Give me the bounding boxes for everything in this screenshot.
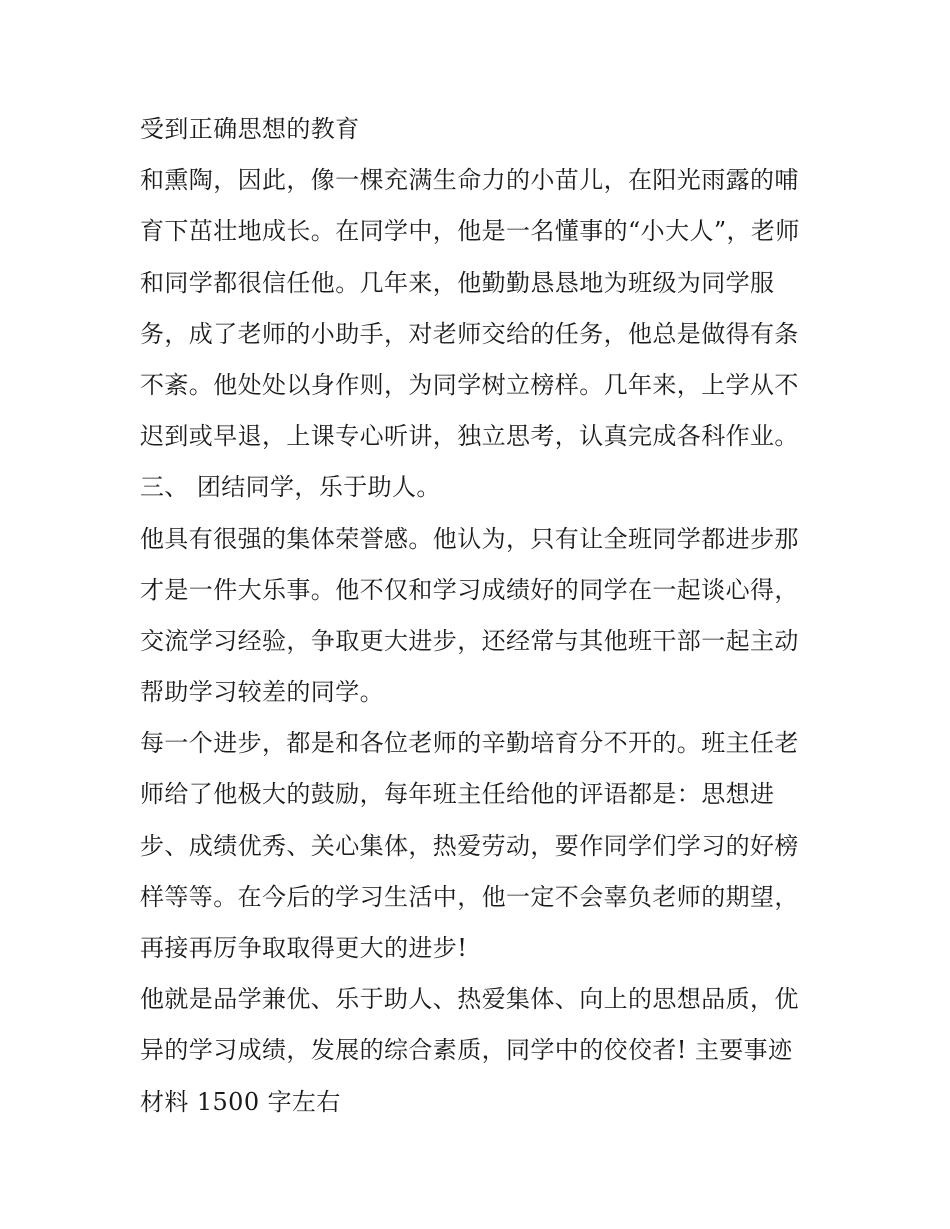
text-line: 师给了他极大的鼓励，每年班主任给他的评语都是：思想进 [140,780,775,809]
text-line: 异的学习成绩，发展的综合素质，同学中的佼佼者! 主要事迹 [140,1036,793,1065]
text-line: 他具有很强的集体荣誉感。他认为，只有让全班同学都进步那 [140,524,799,553]
text-line: 和熏陶，因此，像一棵充满生命力的小苗儿，在阳光雨露的哺 [140,166,799,195]
text-line: 育下茁壮地成长。在同学中，他是一名懂事的“小大人”，老师 [140,217,800,246]
text-line: 样等等。在今后的学习生活中，他一定不会辜负老师的期望， [140,882,799,911]
text-line: 不紊。他处处以身作则，为同学树立榜样。几年来，上学从不 [140,370,799,399]
text-line: 每一个进步，都是和各位老师的辛勤培育分不开的。班主任老 [140,729,799,758]
text-line: 才是一件大乐事。他不仅和学习成绩好的同学在一起谈心得， [140,575,799,604]
text-line: 帮助学习较差的同学。 [140,678,384,707]
section-heading: 三、 团结同学，乐于助人。 [140,473,441,502]
text-line: 材料 1500 字左右 [140,1087,341,1116]
text-line: 交流学习经验，争取更大进步，还经常与其他班干部一起主动 [140,626,799,655]
text-line: 受到正确思想的教育 [140,115,360,143]
text-line: 和同学都很信任他。几年来，他勤勤恳恳地为班级为同学服 [140,268,775,297]
text-line: 再接再厉争取取得更大的进步! [140,934,468,962]
text-line: 迟到或早退，上课专心听讲，独立思考，认真完成各科作业。 [140,422,799,451]
text-line: 他就是品学兼优、乐于助人、热爱集体、向上的思想品质，优 [140,985,799,1014]
text-line: 步、成绩优秀、关心集体，热爱劳动，要作同学们学习的好榜 [140,831,799,860]
document-body [140,110,820,1134]
text-line: 务，成了老师的小助手，对老师交给的任务，他总是做得有条 [140,319,799,348]
